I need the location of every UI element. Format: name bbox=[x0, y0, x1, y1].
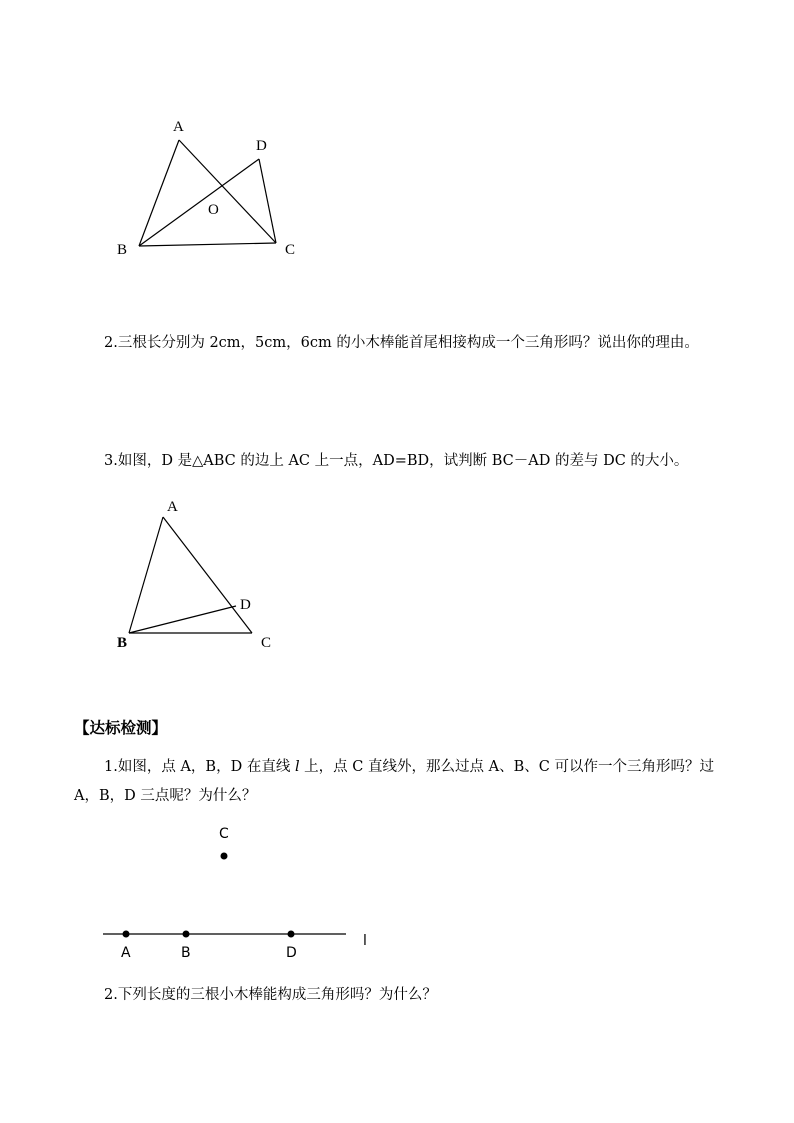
check-2-number: 2. bbox=[104, 987, 118, 1003]
problem-2-text: 三根长分别为 2cm，5cm，6cm 的小木棒能首尾相接构成一个三角形吗？说出你的理由。 bbox=[117, 335, 699, 351]
label-c: C bbox=[285, 242, 296, 258]
check-1-line-name: l bbox=[294, 759, 300, 775]
label-d: D bbox=[256, 138, 267, 154]
label-a-2: A bbox=[167, 499, 178, 515]
check-1-number: 1. bbox=[104, 759, 118, 775]
label-a: A bbox=[173, 119, 184, 135]
label-d-2: D bbox=[240, 597, 251, 613]
label-b-3: B bbox=[181, 945, 191, 961]
label-l: l bbox=[363, 933, 367, 949]
check-2-text: 下列长度的三根小木棒能构成三角形吗？为什么？ bbox=[117, 987, 437, 1003]
label-o: O bbox=[208, 202, 219, 218]
label-c-2: C bbox=[261, 635, 272, 651]
check-1-text-after: 上，点 C 直线外，那么过点 A、B、C 可以作一个三角形吗？过 A，B，D 三点呢？为什么？ bbox=[74, 759, 714, 804]
problem-3-text: 如图，D 是△ABC 的边上 AC 上一点，AD=BD，试判断 BC－AD 的差与 DC 的大小。 bbox=[117, 453, 689, 469]
point-c bbox=[221, 853, 228, 860]
problem-3-number: 3. bbox=[104, 453, 118, 469]
point-d bbox=[288, 931, 295, 938]
label-b-2: B bbox=[117, 635, 128, 651]
section-heading: 【达标检测】 bbox=[74, 719, 168, 737]
check-2 bbox=[74, 981, 724, 1010]
point-b bbox=[183, 931, 190, 938]
label-a-3: A bbox=[121, 945, 131, 961]
label-c-3: C bbox=[219, 826, 229, 842]
point-a bbox=[123, 931, 130, 938]
label-d-3: D bbox=[286, 945, 297, 961]
check-1-text-before: 如图，点 A，B，D 在直线 bbox=[117, 759, 295, 775]
label-b: B bbox=[117, 242, 128, 258]
problem-2-number: 2. bbox=[104, 335, 118, 351]
